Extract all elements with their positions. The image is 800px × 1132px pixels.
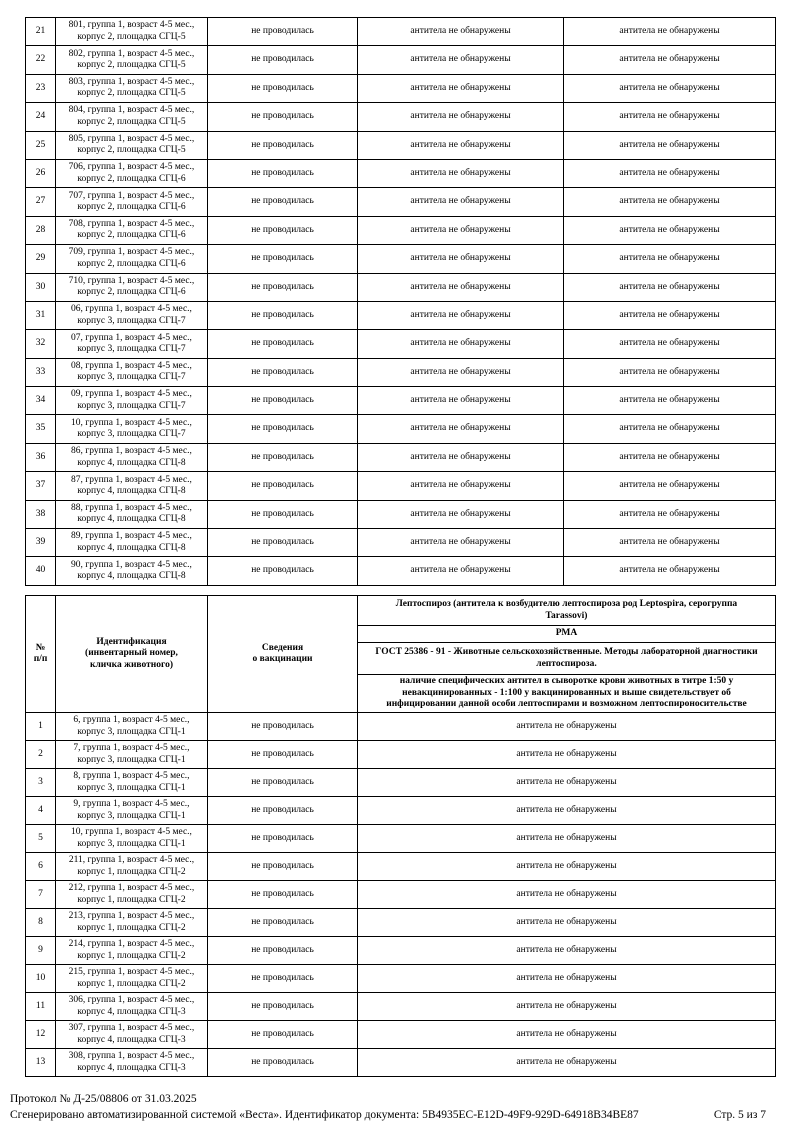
result-cell-1: антитела не обнаружены <box>358 103 564 131</box>
vaccination-cell: не проводилась <box>208 301 358 329</box>
row-number-cell: 26 <box>26 159 56 187</box>
vaccination-cell: не проводилась <box>208 103 358 131</box>
identification-line-1: 90, группа 1, возраст 4-5 мес., <box>71 559 192 570</box>
result-cell-2: антитела не обнаружены <box>564 74 776 102</box>
identification-line-1: 801, группа 1, возраст 4-5 мес., <box>68 20 195 31</box>
identification-line-2: корпус 1, площадка СГЦ-2 <box>77 950 186 961</box>
vaccination-cell: не проводилась <box>208 741 358 769</box>
vaccination-cell: не проводилась <box>208 188 358 216</box>
vaccination-cell: не проводилась <box>208 937 358 965</box>
table-row <box>26 881 776 909</box>
identification-line-1: 7, группа 1, возраст 4-5 мес., <box>73 743 190 754</box>
identification-line-1: 09, группа 1, возраст 4-5 мес., <box>71 389 192 400</box>
result-cell-1: антитела не обнаружены <box>358 387 564 415</box>
identification-line-2: корпус 4, площадка СГЦ-3 <box>77 1062 186 1073</box>
header-vaccination-info <box>208 596 358 713</box>
header-gost-standard: ГОСТ 25386 - 91 - Животные сельскохозяйственные. Методы лабораторной диагностики лептоспироза. <box>358 643 776 675</box>
identification-line-1: 802, группа 1, возраст 4-5 мес., <box>68 48 195 59</box>
row-number-cell: 23 <box>26 74 56 102</box>
identification-line-1: 709, группа 1, возраст 4-5 мес., <box>68 247 195 258</box>
identification-cell <box>56 103 208 131</box>
identification-line-2: корпус 2, площадка СГЦ-5 <box>77 145 186 156</box>
identification-line-1: 6, группа 1, возраст 4-5 мес., <box>73 715 190 726</box>
identification-line-1: 307, группа 1, возраст 4-5 мес., <box>68 1023 195 1034</box>
result-cell-2: антитела не обнаружены <box>564 188 776 216</box>
result-cell-2: антитела не обнаружены <box>564 273 776 301</box>
table-row <box>26 909 776 937</box>
result-cell-2: антитела не обнаружены <box>564 557 776 585</box>
row-number-cell: 10 <box>26 965 56 993</box>
header-row-number-line-1: № <box>35 642 46 653</box>
identification-line-1: 803, группа 1, возраст 4-5 мес., <box>68 77 195 88</box>
identification-line-2: корпус 1, площадка СГЦ-2 <box>77 922 186 933</box>
result-cell-2: антитела не обнаружены <box>564 18 776 46</box>
table-row <box>26 273 776 301</box>
vaccination-cell: не проводилась <box>208 713 358 741</box>
identification-cell <box>56 909 208 937</box>
identification-line-2: корпус 3, площадка СГЦ-1 <box>77 838 186 849</box>
identification-cell <box>56 797 208 825</box>
identification-cell <box>56 769 208 797</box>
identification-cell <box>56 713 208 741</box>
vaccination-cell: не проводилась <box>208 46 358 74</box>
identification-cell <box>56 358 208 386</box>
header-vaccination-line-1: Сведения <box>261 642 304 653</box>
vaccination-cell: не проводилась <box>208 159 358 187</box>
identification-cell <box>56 500 208 528</box>
row-number-cell: 22 <box>26 46 56 74</box>
result-cell-1: антитела не обнаружены <box>358 273 564 301</box>
vaccination-cell: не проводилась <box>208 387 358 415</box>
row-number-cell: 2 <box>26 741 56 769</box>
identification-line-2: корпус 3, площадка СГЦ-1 <box>77 782 186 793</box>
generation-info-row <box>10 1107 766 1123</box>
table-row <box>26 131 776 159</box>
identification-line-2: корпус 2, площадка СГЦ-6 <box>77 258 186 269</box>
result-cell-2: антитела не обнаружены <box>564 46 776 74</box>
identification-cell <box>56 387 208 415</box>
table-row <box>26 825 776 853</box>
table-row <box>26 741 776 769</box>
table-row <box>26 415 776 443</box>
table-row <box>26 18 776 46</box>
vaccination-cell: не проводилась <box>208 529 358 557</box>
identification-cell <box>56 443 208 471</box>
result-cell-1: антитела не обнаружены <box>358 415 564 443</box>
identification-line-2: корпус 4, площадка СГЦ-3 <box>77 1006 186 1017</box>
vaccination-cell: не проводилась <box>208 245 358 273</box>
vaccination-cell: не проводилась <box>208 358 358 386</box>
vaccination-cell: не проводилась <box>208 443 358 471</box>
header-vaccination-line-2: о вакцинации <box>252 654 313 664</box>
identification-line-1: 211, группа 1, возраст 4-5 мес., <box>68 855 195 866</box>
identification-line-2: корпус 1, площадка СГЦ-2 <box>77 894 186 905</box>
table-row <box>26 216 776 244</box>
identification-cell <box>56 273 208 301</box>
identification-line-1: 212, группа 1, возраст 4-5 мес., <box>68 883 195 894</box>
result-cell-2: антитела не обнаружены <box>564 472 776 500</box>
table-row <box>26 557 776 585</box>
identification-cell <box>56 330 208 358</box>
identification-line-2: корпус 4, площадка СГЦ-8 <box>77 457 186 468</box>
row-number-cell: 30 <box>26 273 56 301</box>
identification-line-2: корпус 3, площадка СГЦ-7 <box>77 429 186 440</box>
identification-cell <box>56 965 208 993</box>
row-number-cell: 13 <box>26 1049 56 1077</box>
result-cell-1: антитела не обнаружены <box>358 301 564 329</box>
identification-line-1: 706, группа 1, возраст 4-5 мес., <box>68 162 195 173</box>
row-number-cell: 4 <box>26 797 56 825</box>
header-disease-line-1: Лептоспироз (антитела к возбудителю лептоспироза род Leptospira, серогруппа <box>395 599 738 610</box>
identification-line-2: корпус 2, площадка СГЦ-6 <box>77 173 186 184</box>
table-row <box>26 358 776 386</box>
row-number-cell: 39 <box>26 529 56 557</box>
identification-cell <box>56 159 208 187</box>
vaccination-cell: не проводилась <box>208 797 358 825</box>
header-identification-line-3: кличка животного) <box>89 659 174 670</box>
row-number-cell: 40 <box>26 557 56 585</box>
result-rma-cell: антитела не обнаружены <box>358 993 776 1021</box>
row-number-cell: 5 <box>26 825 56 853</box>
result-cell-2: антитела не обнаружены <box>564 358 776 386</box>
table-row <box>26 387 776 415</box>
result-rma-cell: антитела не обнаружены <box>358 825 776 853</box>
identification-line-1: 214, группа 1, возраст 4-5 мес., <box>68 939 195 950</box>
identification-line-2: корпус 2, площадка СГЦ-5 <box>77 31 186 42</box>
identification-line-1: 88, группа 1, возраст 4-5 мес., <box>71 502 192 513</box>
row-number-cell: 7 <box>26 881 56 909</box>
identification-line-2: корпус 2, площадка СГЦ-6 <box>77 287 186 298</box>
identification-line-1: 06, группа 1, возраст 4-5 мес., <box>71 304 192 315</box>
identification-cell <box>56 529 208 557</box>
row-number-cell: 34 <box>26 387 56 415</box>
row-number-cell: 32 <box>26 330 56 358</box>
identification-line-2: корпус 2, площадка СГЦ-6 <box>77 230 186 241</box>
table-row <box>26 853 776 881</box>
row-number-cell: 12 <box>26 1021 56 1049</box>
result-rma-cell: антитела не обнаружены <box>358 797 776 825</box>
identification-line-2: корпус 3, площадка СГЦ-1 <box>77 726 186 737</box>
result-cell-1: антитела не обнаружены <box>358 529 564 557</box>
results-table-continuation <box>25 17 776 586</box>
identification-line-2: корпус 4, площадка СГЦ-8 <box>77 485 186 496</box>
identification-line-1: 9, группа 1, возраст 4-5 мес., <box>73 799 190 810</box>
result-rma-cell: антитела не обнаружены <box>358 937 776 965</box>
identification-line-2: корпус 4, площадка СГЦ-3 <box>77 1034 186 1045</box>
identification-line-1: 10, группа 1, возраст 4-5 мес., <box>71 417 192 428</box>
identification-line-2: корпус 2, площадка СГЦ-5 <box>77 116 186 127</box>
identification-line-1: 213, группа 1, возраст 4-5 мес., <box>68 911 195 922</box>
identification-line-1: 87, группа 1, возраст 4-5 мес., <box>71 474 192 485</box>
result-cell-1: антитела не обнаружены <box>358 216 564 244</box>
vaccination-cell: не проводилась <box>208 330 358 358</box>
identification-line-2: корпус 3, площадка СГЦ-7 <box>77 315 186 326</box>
identification-line-1: 308, группа 1, возраст 4-5 мес., <box>68 1051 195 1062</box>
identification-cell <box>56 1049 208 1077</box>
identification-cell <box>56 472 208 500</box>
protocol-number-line: Протокол № Д-25/08806 от 31.03.2025 <box>10 1093 197 1105</box>
identification-cell <box>56 131 208 159</box>
row-number-cell: 29 <box>26 245 56 273</box>
identification-line-2: корпус 1, площадка СГЦ-2 <box>77 866 186 877</box>
results-table-continuation-body <box>26 18 776 586</box>
header-row-number-line-2: п/п <box>33 654 48 664</box>
identification-cell <box>56 245 208 273</box>
identification-cell <box>56 18 208 46</box>
table-row <box>26 937 776 965</box>
vaccination-cell: не проводилась <box>208 909 358 937</box>
header-identification-line-1: Идентификация <box>96 636 167 647</box>
header-identification-line-2: (инвентарный номер, <box>85 648 178 659</box>
row-number-cell: 6 <box>26 853 56 881</box>
identification-cell <box>56 557 208 585</box>
row-number-cell: 28 <box>26 216 56 244</box>
result-cell-1: антитела не обнаружены <box>358 557 564 585</box>
table-row <box>26 188 776 216</box>
table-row <box>26 74 776 102</box>
vaccination-cell: не проводилась <box>208 965 358 993</box>
row-number-cell: 24 <box>26 103 56 131</box>
identification-cell <box>56 881 208 909</box>
leptospirosis-table-header <box>26 596 776 713</box>
result-cell-1: антитела не обнаружены <box>358 443 564 471</box>
table-row <box>26 472 776 500</box>
result-cell-2: антитела не обнаружены <box>564 500 776 528</box>
vaccination-cell: не проводилась <box>208 74 358 102</box>
result-cell-2: антитела не обнаружены <box>564 245 776 273</box>
row-number-cell: 38 <box>26 500 56 528</box>
table-row <box>26 769 776 797</box>
identification-line-2: корпус 3, площадка СГЦ-7 <box>77 372 186 383</box>
row-number-cell: 33 <box>26 358 56 386</box>
page-footer <box>10 1091 766 1124</box>
identification-cell <box>56 301 208 329</box>
identification-line-1: 8, группа 1, возраст 4-5 мес., <box>73 771 190 782</box>
vaccination-cell: не проводилась <box>208 881 358 909</box>
identification-cell <box>56 1021 208 1049</box>
identification-line-1: 10, группа 1, возраст 4-5 мес., <box>71 827 192 838</box>
table-row <box>26 443 776 471</box>
header-disease-line-2: Tarassovi) <box>545 610 588 621</box>
result-cell-2: антитела не обнаружены <box>564 387 776 415</box>
row-number-cell: 31 <box>26 301 56 329</box>
result-cell-1: антитела не обнаружены <box>358 46 564 74</box>
result-cell-1: антитела не обнаружены <box>358 472 564 500</box>
identification-line-1: 805, группа 1, возраст 4-5 мес., <box>68 133 195 144</box>
result-cell-2: антитела не обнаружены <box>564 216 776 244</box>
table-row <box>26 1021 776 1049</box>
vaccination-cell: не проводилась <box>208 1021 358 1049</box>
table-row <box>26 797 776 825</box>
vaccination-cell: не проводилась <box>208 769 358 797</box>
identification-cell <box>56 74 208 102</box>
result-rma-cell: антитела не обнаружены <box>358 1049 776 1077</box>
identification-line-2: корпус 1, площадка СГЦ-2 <box>77 978 186 989</box>
result-cell-2: антитела не обнаружены <box>564 103 776 131</box>
row-number-cell: 27 <box>26 188 56 216</box>
result-cell-1: антитела не обнаружены <box>358 500 564 528</box>
result-cell-2: антитела не обнаружены <box>564 301 776 329</box>
result-cell-2: антитела не обнаружены <box>564 131 776 159</box>
identification-line-2: корпус 4, площадка СГЦ-8 <box>77 571 186 582</box>
result-cell-2: антитела не обнаружены <box>564 330 776 358</box>
table-row <box>26 965 776 993</box>
header-identification <box>56 596 208 713</box>
result-rma-cell: антитела не обнаружены <box>358 741 776 769</box>
identification-line-1: 804, группа 1, возраст 4-5 мес., <box>68 105 195 116</box>
vaccination-cell: не проводилась <box>208 415 358 443</box>
page-indicator: Стр. 5 из 7 <box>713 1109 766 1122</box>
row-number-cell: 21 <box>26 18 56 46</box>
identification-line-2: корпус 2, площадка СГЦ-5 <box>77 60 186 71</box>
result-rma-cell: антитела не обнаружены <box>358 713 776 741</box>
identification-line-1: 86, группа 1, возраст 4-5 мес., <box>71 446 192 457</box>
result-cell-1: антитела не обнаружены <box>358 74 564 102</box>
vaccination-cell: не проводилась <box>208 853 358 881</box>
identification-line-2: корпус 3, площадка СГЦ-7 <box>77 400 186 411</box>
table-row <box>26 500 776 528</box>
result-cell-2: антитела не обнаружены <box>564 159 776 187</box>
identification-line-2: корпус 2, площадка СГЦ-6 <box>77 202 186 213</box>
leptospirosis-table-body <box>26 713 776 1077</box>
generation-info-line: Сгенерировано автоматизированной системой «Веста». Идентификатор документа: 5B4935EC-E12D-49F9-929D-64918B34BE87 <box>10 1109 639 1122</box>
header-method-rma: РМА <box>358 626 776 643</box>
table-row <box>26 103 776 131</box>
identification-cell <box>56 853 208 881</box>
vaccination-cell: не проводилась <box>208 273 358 301</box>
result-cell-1: антитела не обнаружены <box>358 330 564 358</box>
identification-line-1: 710, группа 1, возраст 4-5 мес., <box>68 275 195 286</box>
result-rma-cell: антитела не обнаружены <box>358 1021 776 1049</box>
table-row <box>26 301 776 329</box>
identification-line-2: корпус 3, площадка СГЦ-1 <box>77 810 186 821</box>
result-cell-1: антитела не обнаружены <box>358 188 564 216</box>
result-rma-cell: антитела не обнаружены <box>358 909 776 937</box>
identification-cell <box>56 46 208 74</box>
result-cell-2: антитела не обнаружены <box>564 443 776 471</box>
identification-line-2: корпус 3, площадка СГЦ-7 <box>77 343 186 354</box>
vaccination-cell: не проводилась <box>208 131 358 159</box>
result-cell-1: антитела не обнаружены <box>358 131 564 159</box>
identification-cell <box>56 937 208 965</box>
table-row <box>26 713 776 741</box>
row-number-cell: 36 <box>26 443 56 471</box>
header-interpretation: наличие специфических антител в сыворотке крови животных в титре 1:50 у невакцинированных - 1:100 у вакцинированных и выше свидетельствует об инфицировании данной особи лептоспирами и возможном лептоспироносительстве <box>358 675 776 713</box>
result-cell-1: антитела не обнаружены <box>358 245 564 273</box>
vaccination-cell: не проводилась <box>208 216 358 244</box>
identification-cell <box>56 415 208 443</box>
identification-line-1: 89, группа 1, возраст 4-5 мес., <box>71 531 192 542</box>
result-cell-1: антитела не обнаружены <box>358 159 564 187</box>
table-row <box>26 529 776 557</box>
vaccination-cell: не проводилась <box>208 1049 358 1077</box>
identification-line-2: корпус 2, площадка СГЦ-5 <box>77 88 186 99</box>
vaccination-cell: не проводилась <box>208 825 358 853</box>
table-row <box>26 1049 776 1077</box>
row-number-cell: 35 <box>26 415 56 443</box>
result-cell-1: антитела не обнаружены <box>358 18 564 46</box>
row-number-cell: 25 <box>26 131 56 159</box>
row-number-cell: 8 <box>26 909 56 937</box>
identification-line-1: 215, группа 1, возраст 4-5 мес., <box>68 967 195 978</box>
table-row <box>26 46 776 74</box>
identification-line-1: 07, группа 1, возраст 4-5 мес., <box>71 332 192 343</box>
vaccination-cell: не проводилась <box>208 993 358 1021</box>
result-rma-cell: антитела не обнаружены <box>358 769 776 797</box>
row-number-cell: 37 <box>26 472 56 500</box>
vaccination-cell: не проводилась <box>208 472 358 500</box>
table-row <box>26 993 776 1021</box>
row-number-cell: 9 <box>26 937 56 965</box>
result-rma-cell: антитела не обнаружены <box>358 853 776 881</box>
row-number-cell: 11 <box>26 993 56 1021</box>
result-cell-2: антитела не обнаружены <box>564 415 776 443</box>
result-rma-cell: антитела не обнаружены <box>358 965 776 993</box>
leptospirosis-results-table <box>25 595 776 1077</box>
identification-cell <box>56 993 208 1021</box>
header-disease-title <box>358 596 776 626</box>
result-cell-1: антитела не обнаружены <box>358 358 564 386</box>
identification-line-1: 08, группа 1, возраст 4-5 мес., <box>71 360 192 371</box>
header-row-number <box>26 596 56 713</box>
table-row <box>26 245 776 273</box>
identification-cell <box>56 741 208 769</box>
identification-line-1: 306, группа 1, возраст 4-5 мес., <box>68 995 195 1006</box>
vaccination-cell: не проводилась <box>208 18 358 46</box>
identification-cell <box>56 188 208 216</box>
row-number-cell: 3 <box>26 769 56 797</box>
table-row <box>26 330 776 358</box>
identification-line-1: 707, группа 1, возраст 4-5 мес., <box>68 190 195 201</box>
identification-line-2: корпус 4, площадка СГЦ-8 <box>77 514 186 525</box>
identification-cell <box>56 216 208 244</box>
identification-line-2: корпус 3, площадка СГЦ-1 <box>77 754 186 765</box>
identification-cell <box>56 825 208 853</box>
result-rma-cell: антитела не обнаружены <box>358 881 776 909</box>
identification-line-1: 708, группа 1, возраст 4-5 мес., <box>68 219 195 230</box>
identification-line-2: корпус 4, площадка СГЦ-8 <box>77 542 186 553</box>
row-number-cell: 1 <box>26 713 56 741</box>
result-cell-2: антитела не обнаружены <box>564 529 776 557</box>
vaccination-cell: не проводилась <box>208 557 358 585</box>
vaccination-cell: не проводилась <box>208 500 358 528</box>
table-row <box>26 159 776 187</box>
